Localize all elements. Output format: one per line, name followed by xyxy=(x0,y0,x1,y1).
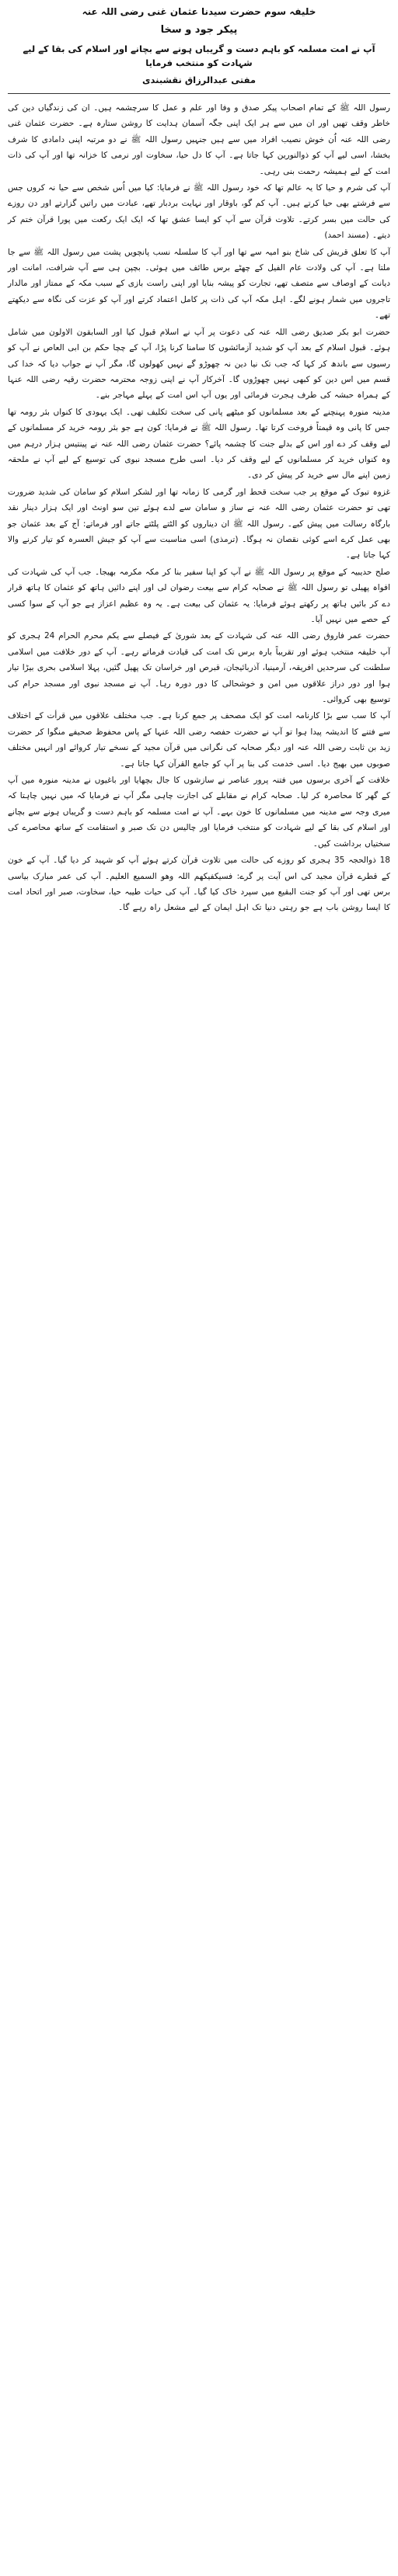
article-subtitle: پیکر جود و سخا xyxy=(160,24,238,36)
paragraph: مدینہ منورہ پہنچنے کے بعد مسلمانوں کو میٹھے پانی کی سخت تکلیف تھی۔ ایک یہودی کا کنواں بئر رومہ تھا جس کا پانی وہ قیمتاً فروخت کرتا تھا۔ رسول اللہ ﷺ نے فرمایا: کون ہے جو بئر رومہ خرید کر مسلمانوں کے لیے وقف کر دے اور اس کے بدلے جنت کا چشمہ پائے؟ حضرت عثمان رضی اللہ عنہ نے پینتیس ہزار درہم میں وہ کنواں خرید کر مسلمانوں کے لیے وقف کر دیا۔ اسی طرح مسجد نبوی کی توسیع کے لیے آپ نے ملحقہ زمین اپنے مال سے خرید کر پیش کر دی۔ xyxy=(8,407,390,481)
article-body xyxy=(8,100,390,916)
paragraph: آپ کا تعلق قریش کی شاخ بنو امیہ سے تھا اور آپ کا سلسلہ نسب پانچویں پشت میں رسول اللہ ﷺ سے جا ملتا ہے۔ آپ کی ولادت عام الفیل کے چھٹے برس طائف میں ہوئی۔ بچپن ہی سے آپ شرافت، امانت اور دیانت کے اوصاف سے متصف تھے، تجارت کو پیشہ بنایا اور اپنی راست بازی کے سبب مکہ کے ممتاز اور مالدار تاجروں میں شمار ہونے لگے۔ اہل مکہ آپ کی ذات پر کامل اعتماد کرتے اور آپ کو عزت کی نگاہ سے دیکھتے تھے۔ xyxy=(8,247,390,321)
paragraph: غزوہ تبوک کے موقع پر جب سخت قحط اور گرمی کا زمانہ تھا اور لشکر اسلام کو سامان کی شدید ضرورت تھی تو حضرت عثمان رضی اللہ عنہ نے ساز و سامان سے لدے ہوئے تین سو اونٹ اور ایک ہزار دینار نقد بارگاہ رسالت میں پیش کیے۔ رسول اللہ ﷺ ان دیناروں کو الٹتے پلٹتے جاتے اور فرماتے: آج کے بعد عثمان جو بھی عمل کرے اسے کوئی نقصان نہ ہوگا۔ (ترمذی) اسی مناسبت سے آپ کو جیش العسرہ کو تیار کرنے والا کہا جاتا ہے۔ xyxy=(8,487,390,561)
article-author: مفتی عبدالرزاق نقشبندی xyxy=(141,75,257,85)
paragraph: رسول اللہ ﷺ کے تمام اصحاب پیکر صدق و وفا اور علم و عمل کا سرچشمہ ہیں۔ ان کی زندگیاں دین کی خاطر وقف تھیں اور ان میں سے ہر ایک اپنی جگہ آسمان ہدایت کا روشن ستارہ ہے۔ حضرت عثمان غنی رضی اللہ عنہ اُن خوش نصیب افراد میں سے ہیں جنہیں رسول اللہ ﷺ نے دو مرتبہ اپنی دامادی کا شرف بخشا، اسی لیے آپ کو ذوالنورین کہا جاتا ہے۔ آپ کا دل حیا، سخاوت اور نرمی کا خزانہ تھا اور آپ کی ذات امت کے لیے ہمیشہ رحمت بنی رہی۔ xyxy=(8,103,390,176)
paragraph: صلح حدیبیہ کے موقع پر رسول اللہ ﷺ نے آپ کو اپنا سفیر بنا کر مکہ مکرمہ بھیجا۔ جب آپ کی شہادت کی افواہ پھیلی تو رسول اللہ ﷺ نے صحابہ کرام سے بیعت رضوان لی اور اپنے دائیں ہاتھ کو عثمان کا ہاتھ قرار دے کر بائیں ہاتھ پر رکھتے ہوئے فرمایا: یہ عثمان کی بیعت ہے۔ یہ وہ عظیم اعزاز ہے جو آپ کے سوا کسی کے حصے میں نہیں آیا۔ xyxy=(8,567,390,624)
paragraph: خلافت کے آخری برسوں میں فتنہ پرور عناصر نے سازشوں کا جال بچھایا اور باغیوں نے مدینہ منورہ میں آپ کے گھر کا محاصرہ کر لیا۔ صحابہ کرام نے مقابلے کی اجازت چاہی مگر آپ نے فرمایا کہ میں نہیں چاہتا کہ میری وجہ سے مدینہ میں مسلمانوں کا خون بہے۔ آپ نے امت مسلمہ کو باہم دست و گریباں ہونے سے بچانے اور اسلام کی بقا کے لیے شہادت کو منتخب فرمایا اور چالیس دن تک صبر و استقامت کے ساتھ محاصرے کی سختیاں برداشت کیں۔ xyxy=(8,776,390,849)
paragraph: حضرت ابو بکر صدیق رضی اللہ عنہ کی دعوت پر آپ نے اسلام قبول کیا اور السابقون الاولون میں شامل ہوئے۔ قبول اسلام کے بعد آپ کو شدید آزمائشوں کا سامنا کرنا پڑا، آپ کے چچا حکم بن ابی العاص نے آپ کو رسیوں سے باندھ کر کہا کہ جب تک نیا دین نہ چھوڑو گے نہیں کھولوں گا، مگر آپ نے جواب دیا کہ خدا کی قسم میں اس دین کو کبھی نہیں چھوڑوں گا۔ آخرکار آپ نے اپنی زوجہ محترمہ حضرت رقیہ رضی اللہ عنہا کے ہمراہ حبشہ کی طرف ہجرت فرمائی اور یوں آپ اس امت کے پہلے مہاجر بنے۔ xyxy=(8,327,390,401)
paragraph: حضرت عمر فاروق رضی اللہ عنہ کی شہادت کے بعد شوریٰ کے فیصلے سے یکم محرم الحرام 24 ہجری کو آپ خلیفہ منتخب ہوئے اور تقریباً بارہ برس تک امت کی قیادت فرماتے رہے۔ آپ کے دور خلافت میں اسلامی سلطنت کی سرحدیں افریقہ، آرمینیا، آذربائیجان، قبرص اور خراسان تک پھیل گئیں، پہلا اسلامی بحری بیڑا تیار ہوا اور دور دراز علاقوں میں امن و خوشحالی کا دور دورہ رہا۔ آپ نے مسجد نبوی اور مسجد حرام کی توسیع بھی کروائی۔ xyxy=(8,631,391,705)
article-lead: آپ نے امت مسلمہ کو باہم دست و گریباں ہونے سے بچانے اور اسلام کی بقا کے لیے شہادت کو منتخب فرمایا xyxy=(23,43,375,68)
article-title: خلیفہ سوم حضرت سیدنا عثمان غنی رضی اللہ عنہ xyxy=(82,6,316,17)
header-divider xyxy=(8,93,390,94)
paragraph: آپ کی شرم و حیا کا یہ عالم تھا کہ خود رسول اللہ ﷺ نے فرمایا: کیا میں اُس شخص سے حیا نہ کروں جس سے فرشتے بھی حیا کرتے ہیں۔ آپ کم گو، باوقار اور نہایت بردبار تھے، عبادت میں راتیں گزارتے اور دن روزے کی حالت میں بسر کرتے۔ تلاوت قرآن سے آپ کو ایسا عشق تھا کہ ایک ایک رکعت میں پورا قرآن ختم کر دیتے۔ (مسند احمد) xyxy=(8,183,390,241)
paragraph: 18 ذوالحجہ 35 ہجری کو روزے کی حالت میں تلاوت قرآن کرتے ہوئے آپ کو شہید کر دیا گیا۔ آپ کے خون کے قطرے قرآن مجید کی اس آیت پر گرے: فسیکفیکھم اللہ وھو السمیع العلیم۔ آپ کی عمر مبارک بیاسی برس تھی اور آپ کو جنت البقیع میں سپرد خاک کیا گیا۔ آپ کی حیات طیبہ حیا، سخاوت، صبر اور اتحاد امت کا ایسا روشن باب ہے جو رہتی دنیا تک اہل ایمان کے لیے مشعل راہ رہے گا۔ xyxy=(8,856,390,913)
paragraph: آپ کا سب سے بڑا کارنامہ امت کو ایک مصحف پر جمع کرنا ہے۔ جب مختلف علاقوں میں قرأت کے اختلاف سے فتنے کا اندیشہ پیدا ہوا تو آپ نے حضرت حفصہ رضی اللہ عنہا کے پاس محفوظ صحیفے منگوا کر حضرت زید بن ثابت رضی اللہ عنہ اور دیگر صحابہ کی نگرانی میں قرآن مجید کے نسخے تیار کروائے اور انہیں مختلف صوبوں میں بھیج دیا۔ اسی خدمت کی بنا پر آپ کو جامع القرآن کہا جاتا ہے۔ xyxy=(8,711,390,769)
